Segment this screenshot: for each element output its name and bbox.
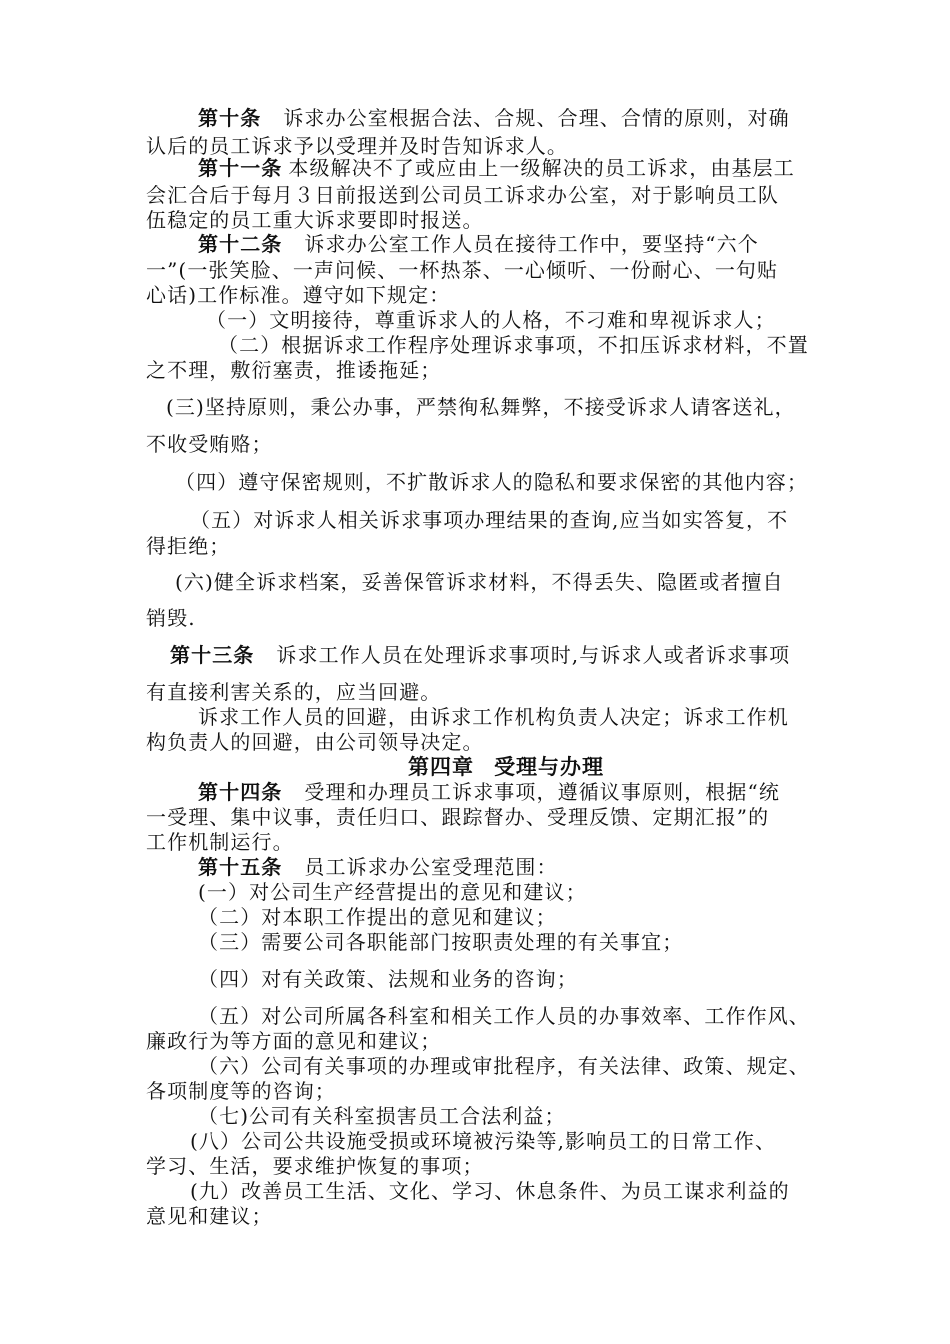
chapter-4-number: 第四章 <box>408 754 474 779</box>
article-12-item-4: （四）遵守保密规则，不扩散诉求人的隐私和要求保密的其他内容； <box>175 470 808 494</box>
article-13-line-4: 构负责人的回避，由公司领导决定。 <box>146 730 484 754</box>
article-10-title: 第十条 <box>198 106 262 130</box>
article-13-title: 第十三条 <box>170 643 255 667</box>
article-14-line-2: 一受理、集中议事，责任归口、跟踪督办、受理反馈、定期汇报”的 <box>146 805 770 829</box>
article-15-item-5-line-2: 廉政行为等方面的意见和建议； <box>146 1029 442 1053</box>
article-11-title: 第十一条 <box>198 156 283 180</box>
article-12-item-3-line-2: 不收受贿赂； <box>146 432 273 456</box>
article-12-item-1: （一）文明接待，尊重诉求人的人格，不刁难和卑视诉求人； <box>206 308 776 332</box>
article-12-line-2: 一”(一张笑脸、一声问候、一杯热茶、一心倾听、一份耐心、一句贴 <box>146 258 779 282</box>
article-15-item-9-line-1: (九）改善员工生活、文化、学习、休息条件、为员工谋求利益的 <box>190 1179 790 1203</box>
article-14-title: 第十四条 <box>198 780 283 804</box>
article-10-line-1: 第十条 诉求办公室根据合法、合规、合理、合情的原则，对确 <box>198 106 790 130</box>
article-11-line-1: 第十一条 本级解决不了或应由上一级解决的员工诉求，由基层工 <box>198 156 795 180</box>
article-15-item-8-line-2: 学习、生活，要求维护恢复的事项； <box>146 1154 484 1178</box>
article-15-item-8-line-1: (八）公司公共设施受损或环境被污染等,影响员工的日常工作、 <box>190 1129 777 1153</box>
article-15-title: 第十五条 <box>198 855 283 879</box>
article-15-item-1: (一）对公司生产经营提出的意见和建议； <box>198 880 587 904</box>
article-12-item-5-line-1: （五）对诉求人相关诉求事项办理结果的查询,应当如实答复，不 <box>190 508 789 532</box>
article-13-line-1: 第十三条 诉求工作人员在处理诉求事项时,与诉求人或者诉求事项 <box>170 643 791 667</box>
article-15-line-1: 第十五条 员工诉求办公室受理范围： <box>198 855 558 879</box>
article-15-item-4: （四）对有关政策、法规和业务的咨询； <box>198 967 578 991</box>
article-15-item-5-line-1: （五）对公司所属各科室和相关工作人员的办事效率、工作作风、 <box>198 1004 810 1028</box>
article-13-line-3: 诉求工作人员的回避，由诉求工作机构负责人决定；诉求工作机 <box>198 705 789 729</box>
chapter-4-heading <box>408 755 604 779</box>
article-13-line-2: 有直接利害关系的，应当回避。 <box>146 680 442 704</box>
article-12-item-3-line-1: (三)坚持原则，秉公办事，严禁徇私舞弊，不接受诉求人请客送礼， <box>166 395 796 419</box>
article-15-item-3: （三）需要公司各职能部门按职责处理的有关事宜； <box>198 930 684 954</box>
article-12-line-1: 第十二条 诉求办公室工作人员在接待工作中，要坚持“六个 <box>198 232 759 256</box>
chapter-4-title: 受理与办理 <box>494 754 604 779</box>
article-12-line-3: 心话)工作标准。遵守如下规定： <box>146 283 451 307</box>
article-15-item-6-line-1: （六）公司有关事项的办理或审批程序，有关法律、政策、规定、 <box>198 1054 810 1078</box>
article-12-item-6-line-2: 销毁. <box>146 606 196 630</box>
article-12-title: 第十二条 <box>198 232 283 256</box>
article-15-item-7: （七)公司有关科室损害员工合法利益； <box>198 1104 566 1128</box>
article-12-item-5-line-2: 得拒绝； <box>146 534 231 558</box>
article-14-line-3: 工作机制运行。 <box>146 830 294 854</box>
article-12-item-2-line-2: 之不理，敷衍塞责，推诿拖延； <box>146 358 442 382</box>
article-15-item-6-line-2: 各项制度等的咨询； <box>146 1079 336 1103</box>
article-10-line-2: 认后的员工诉求予以受理并及时告知诉求人。 <box>146 134 568 158</box>
article-15-item-9-line-2: 意见和建议； <box>146 1204 273 1228</box>
article-11-line-2: 会汇合后于每月３日前报送到公司员工诉求办公室，对于影响员工队 <box>146 183 779 207</box>
article-12-item-2-line-1: （二）根据诉求工作程序处理诉求事项，不扣压诉求材料，不置 <box>218 333 809 357</box>
article-15-item-2: （二）对本职工作提出的意见和建议； <box>198 905 557 929</box>
article-14-line-1: 第十四条 受理和办理员工诉求事项，遵循议事原则，根据“统 <box>198 780 780 804</box>
article-12-item-6-line-1: (六)健全诉求档案，妥善保管诉求材料，不得丢失、隐匿或者擅自 <box>175 570 784 594</box>
article-11-line-3: 伍稳定的员工重大诉求要即时报送。 <box>146 208 484 232</box>
